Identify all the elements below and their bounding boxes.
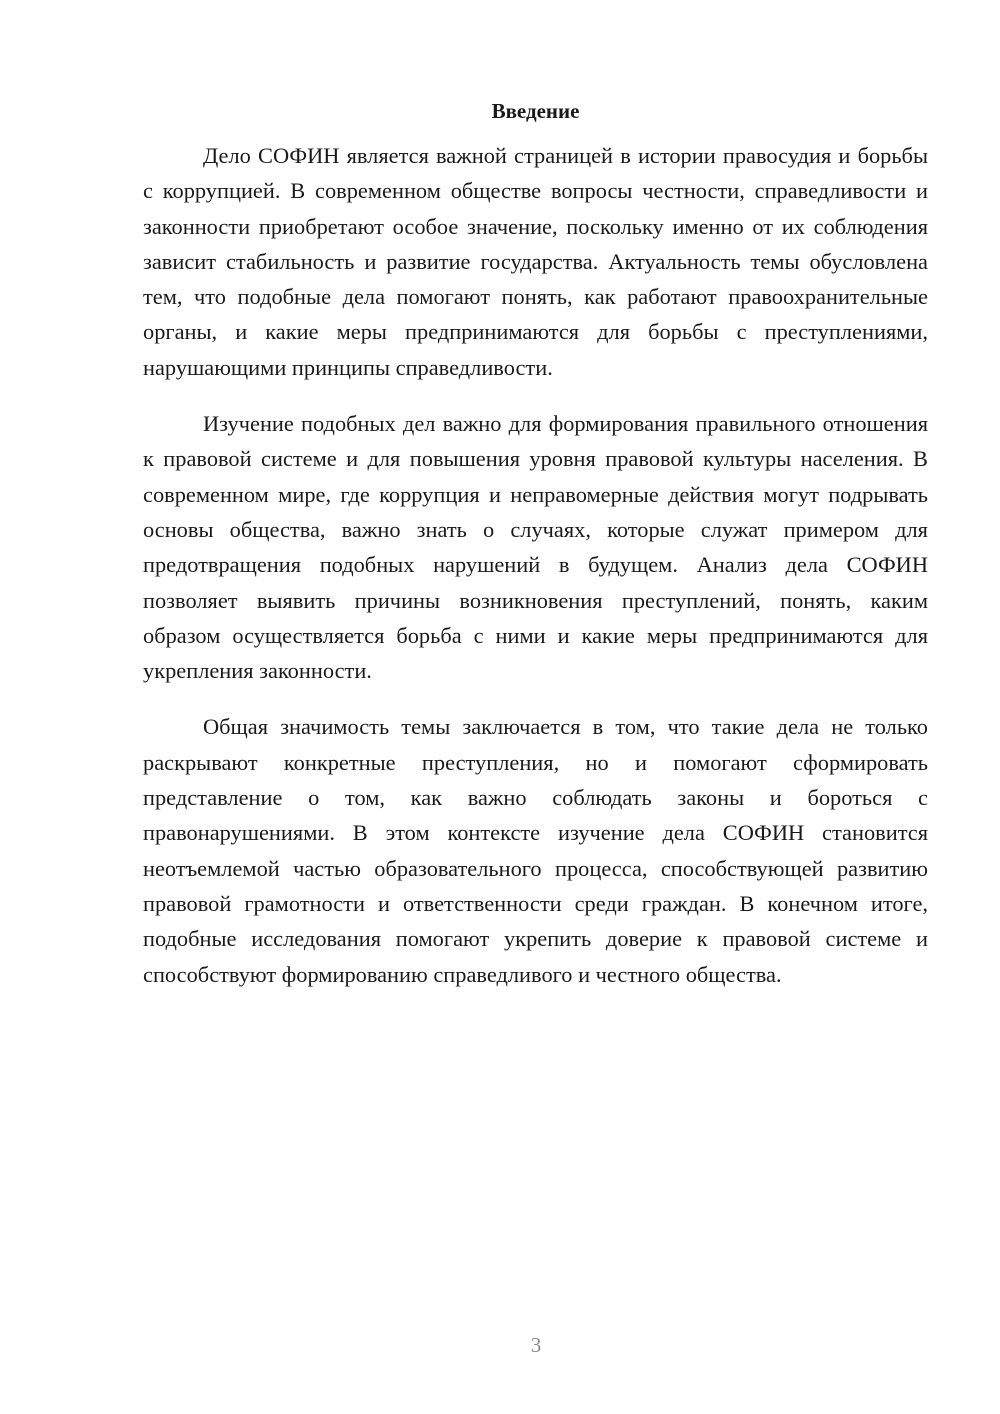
section-title: Введение xyxy=(491,99,580,123)
paragraph-significance: Общая значимость темы заключается в том, что такие дела не только раскрывают конкретные преступления, но и помогают сформировать представление о том, как важно соблюдать законы и бороться с правонарушениями. В этом контексте изучение дела СОФИН становится неотъемлемой частью образовательного процесса, способствующей развитию правовой грамотности и ответственности среди граждан. В конечном итоге, подобные исследования помогают укрепить доверие к правовой системе и способствуют формированию справедливого и честного общества. xyxy=(143,714,928,987)
document-body xyxy=(143,96,928,1013)
paragraph-importance: Изучение подобных дел важно для формирования правильного отношения к правовой системе и для повышения уровня правовой культуры населения. В современном мире, где коррупция и неправомерные действия могут подрывать основы общества, важно знать о случаях, которые служат примером для предотвращения подобных нарушений в будущем. Анализ дела СОФИН позволяет выявить причины возникновения преступлений, понять, каким образом осуществляется борьба с ними и какие меры предпринимаются для укрепления законности. xyxy=(143,411,928,684)
paragraph-relevance: Дело СОФИН является важной страницей в истории правосудия и борьбы с коррупцией. В современном обществе вопросы честности, справедливости и законности приобретают особое значение, поскольку именно от их соблюдения зависит стабильность и развитие государства. Актуальность темы обусловлена тем, что подобные дела помогают понять, как работают правоохранительные органы, и какие меры предпринимаются для борьбы с преступлениями, нарушающими принципы справедливости. xyxy=(143,143,928,380)
page-number: 3 xyxy=(530,1333,542,1357)
